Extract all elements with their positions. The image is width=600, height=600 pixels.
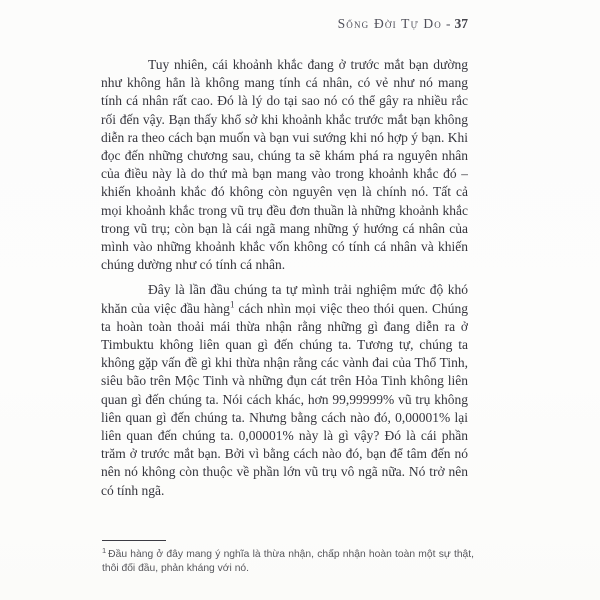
page-number: 37 xyxy=(454,16,468,31)
footnote-body: Đầu hàng ở đây mang ý nghĩa là thừa nhận, chấp nhận hoàn toàn một sự thật, thôi đối đầu, phản kháng với nó. xyxy=(102,549,474,574)
footnote-divider xyxy=(102,540,166,541)
footnote-marker: 1 xyxy=(102,545,107,555)
running-header xyxy=(338,16,468,32)
paragraph xyxy=(101,281,468,499)
paragraph-text: Đây là lần đầu chúng ta tự mình trải nghiệm mức độ khó khăn của việc đầu hàng xyxy=(101,282,468,316)
book-title: Sống Đời Tự Do xyxy=(337,16,442,31)
paragraph-text: cách nhìn mọi việc theo thói quen. Chúng ta hoàn toàn thoải mái thừa nhận rằng những gì đang diễn ra ở Timbuktu không liên quan gì đến chúng ta. Tương tự, chúng ta không gặp vấn đề gì khi thừa nhận rằng các vành đai của Thổ Tinh, siêu bão trên Mộc Tinh và những đụn cát trên Hỏa Tinh không liên quan gì đến chúng ta. Nói cách khác, hơn 99,99999% vũ trụ không liên quan gì đến chúng ta. Nhưng bằng cách nào đó, 0,00001% lại liên quan đến chúng ta. 0,00001% này là gì vậy? Đó là cái phần trăm ở trước mắt bạn. Bởi vì bằng cách nào đó, bạn để tâm đến nó nên nó không còn thuộc về phần lớn vũ trụ vô ngã nữa. Nó trở nên có tính ngã. xyxy=(101,300,468,498)
footnote-text xyxy=(102,545,474,576)
header-separator: - xyxy=(446,16,451,31)
paragraph: Tuy nhiên, cái khoảnh khắc đang ở trước mắt bạn dường như không hẳn là không mang tính cá nhân, có vẻ như nó mang tính cá nhân rất cao. Đó là lý do tại sao nó có thể gây ra nhiều rắc rối đến vậy. Bạn thấy khổ sở khi khoảnh khắc trước mắt bạn không diễn ra theo cách bạn muốn và bạn vui sướng khi nó hợp ý bạn. Khi đọc đến những chương sau, chúng ta sẽ khám phá ra nguyên nhân của điều này là do thứ mà bạn mang vào trong khoảnh khắc đó – khiến khoảnh khắc đó không còn nguyên vẹn là chính nó. Tất cả mọi khoảnh khắc trong vũ trụ đều đơn thuần là những khoảnh khắc trong vũ trụ; còn bạn là cái ngã mang những ý hướng cá nhân của mình vào những khoảnh khắc vốn không có tính cá nhân và khiến chúng dường như có tính cá nhân. xyxy=(101,57,468,273)
footnote-block xyxy=(102,540,474,576)
body-text xyxy=(101,56,468,500)
footnote-reference: 1 xyxy=(229,299,235,310)
